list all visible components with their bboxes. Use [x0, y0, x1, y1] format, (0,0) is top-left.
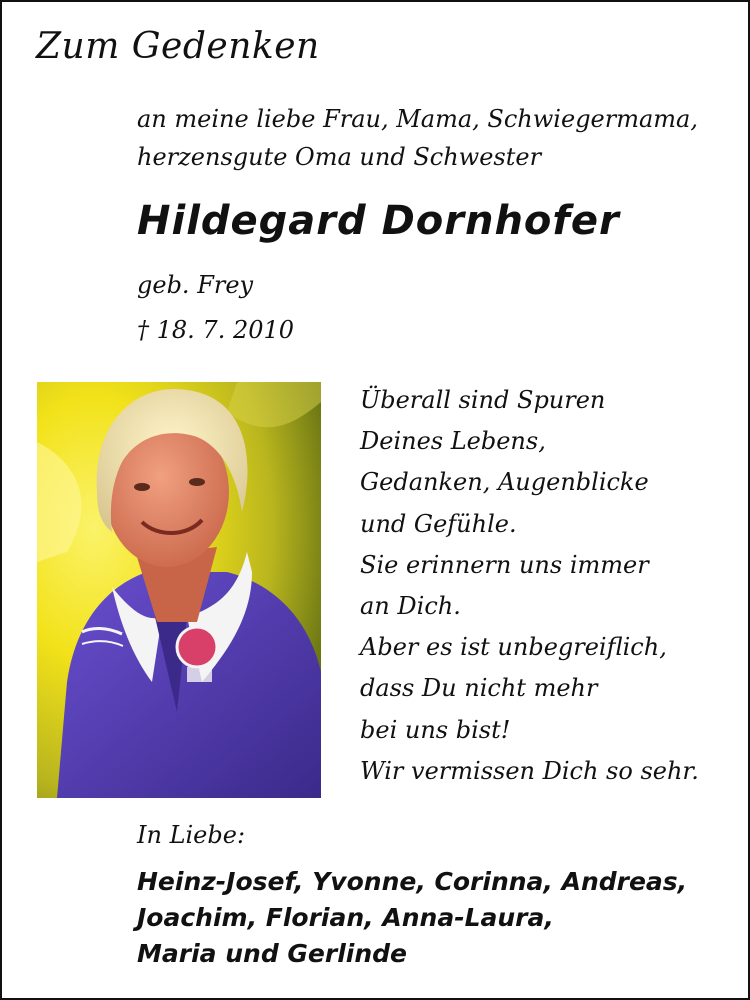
poem-line: Sie erinnern uns immer	[360, 550, 649, 579]
closing-label: In Liebe:	[137, 821, 246, 849]
deceased-name: Hildegard Dornhofer	[137, 198, 620, 244]
poem-line: und Gefühle.	[360, 509, 517, 538]
poem-line: Wir vermissen Dich so sehr.	[360, 756, 699, 785]
poem	[360, 380, 699, 792]
poem-line: dass Du nicht mehr	[360, 674, 598, 703]
portrait-image	[37, 382, 321, 798]
mourners-line: Heinz-Josef, Yvonne, Corinna, Andreas,	[137, 867, 688, 896]
poem-line: an Dich.	[360, 592, 461, 621]
mourners-list	[137, 864, 687, 972]
mourners-line: Maria und Gerlinde	[137, 939, 408, 968]
poem-line: Deines Lebens,	[360, 427, 546, 456]
death-date: † 18. 7. 2010	[137, 316, 295, 344]
mourners-line: Joachim, Florian, Anna-Laura,	[137, 903, 554, 932]
intro-line: an meine liebe Frau, Mama, Schwiegermama,	[137, 105, 698, 133]
poem-line: bei uns bist!	[360, 715, 511, 744]
poem-line: Gedanken, Augenblicke	[360, 468, 649, 497]
poem-line: Aber es ist unbegreiflich,	[360, 633, 667, 662]
intro-line: herzensgute Oma und Schwester	[137, 143, 542, 171]
birth-name: geb. Frey	[137, 271, 254, 299]
heading: Zum Gedenken	[36, 26, 320, 67]
portrait-photo	[37, 382, 321, 798]
poem-line: Überall sind Spuren	[360, 386, 606, 414]
intro-text	[137, 100, 698, 176]
